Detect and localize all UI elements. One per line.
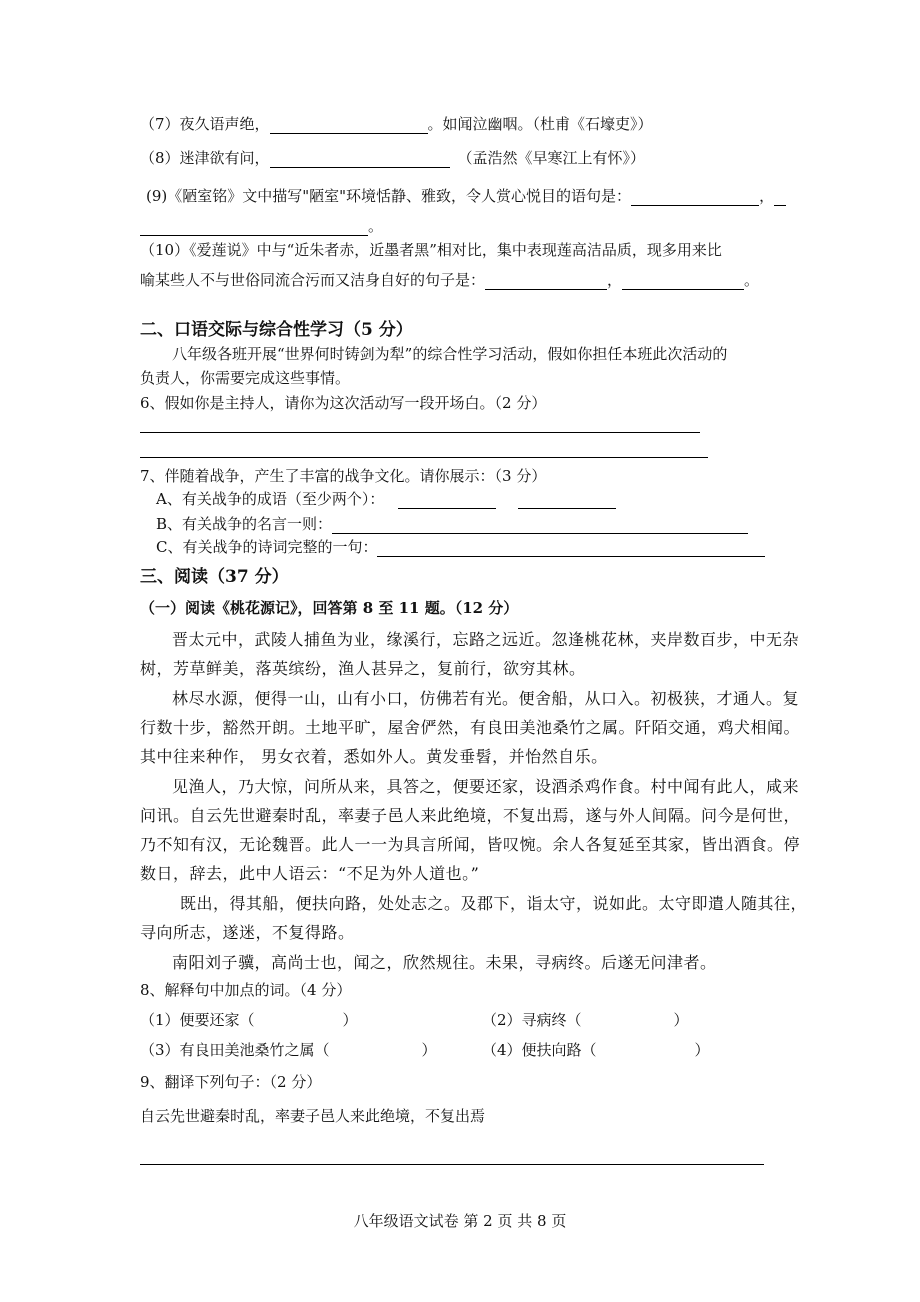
passage-p5-line-1: 南阳刘子骥，高尚士也，闻之，欣然规往。未果，寻病终。后遂无问津者。 [172,953,717,972]
q8-item-2-label: （2）寻病终（ [482,1011,582,1029]
q10-comma: ， [607,271,623,289]
q7b-label: B、有关战争的名言一则： [156,515,333,533]
question-7-line [140,114,653,134]
question-7c-line [156,537,765,557]
page-footer: 八年级语文试卷 第 2 页 共 8 页 [353,1212,567,1230]
q8-prefix: （8）迷津欲有问， [140,149,270,167]
section-3-heading: 三、阅读（37 分） [140,567,289,587]
q8-item-1: （1）便要还家（ ） [140,1011,358,1029]
q6-answer-line-2[interactable] [140,457,708,458]
q10-text-2: 喻某些人不与世俗同流合污而又洁身自好的句子是： [140,271,486,289]
q7-suffix: 。如闻泣幽咽。（杜甫《石壕吏》） [427,115,653,133]
q7a-answer-blank-1[interactable] [398,492,496,509]
q9-text: (9)《陋室铭》文中描写"陋室"环境恬静、雅致，令人赏心悦目的语句是： [146,187,632,205]
q7a-answer-blank-2[interactable] [518,492,616,509]
q9-source-sentence: 自云先世避秦时乱，率妻子邑人来此绝境，不复出焉 [140,1107,486,1125]
q9-end: 。 [368,217,384,235]
q8-item-4-label: （4）便扶向路（ [482,1041,597,1059]
question-10-line-2 [140,270,759,290]
q10-text-1: （10）《爱莲说》中与“近朱者赤，近墨者黑”相对比，集中表现莲高洁品质，现多用来比 [140,241,722,259]
passage-p2-line-2: 行数十步，豁然开朗。土地平旷，屋舍俨然，有良田美池桑竹之属。阡陌交通，鸡犬相闻。 [140,718,801,737]
q7c-answer-blank[interactable] [377,540,765,557]
q6-answer-line-1[interactable] [140,432,700,433]
section-2-intro-2: 负责人，你需要完成这些事情。 [140,369,351,387]
q8-item-2: （2）寻病终（ ） [482,1011,689,1029]
question-8-line [140,148,645,168]
passage-p3-line-3: 乃不知有汉，无论魏晋。此人一一为具言所闻，皆叹惋。余人各复延至其家，皆出酒食。停 [140,835,801,854]
q9-answer-blank-2[interactable] [140,219,368,236]
passage-p2-line-1: 林尽水源，便得一山，山有小口，仿佛若有光。便舍船，从口入。初极狭，才通人。复 [172,689,800,708]
q8-item-3-label: （3）有良田美池桑竹之属（ [140,1041,330,1059]
q7c-label: C、有关战争的诗词完整的一句： [156,538,378,556]
passage-p4-line-2: 寻向所志，遂迷，不复得路。 [140,923,355,942]
question-7-war-culture: 7、伴随着战争，产生了丰富的战争文化。请你展示：（3 分） [140,467,547,485]
question-10-line-1 [140,240,722,260]
q9-comma: ， [759,187,775,205]
q9-answer-blank-1[interactable] [631,189,759,206]
q8-item-3: （3）有良田美池桑竹之属（ ） [140,1041,437,1059]
passage-p1-line-1: 晋太元中，武陵人捕鱼为业，缘溪行，忘路之远近。忽逢桃花林，夹岸数百步，中无杂 [172,630,800,649]
reading-1-heading: （一）阅读《桃花源记》，回答第 8 至 11 题。（12 分） [140,599,519,617]
q9-answer-line[interactable] [140,1164,764,1165]
question-7a-line [156,489,616,509]
section-2-intro-1: 八年级各班开展“世界何时铸剑为犁”的综合性学习活动，假如你担任本班此次活动的 [172,345,728,363]
q10-answer-blank-2[interactable] [622,273,744,290]
q7-answer-blank[interactable] [270,117,428,134]
passage-p2-line-3: 其中往来种作， 男女衣着，悉如外人。黄发垂髫，并怡然自乐。 [140,747,608,766]
q8-item-4: （4）便扶向路（ ） [482,1041,710,1059]
question-6: 6、假如你是主持人，请你为这次活动写一段开场白。（2 分） [140,394,547,412]
question-8-explain: 8、解释句中加点的词。（4 分） [140,981,352,999]
q10-end: 。 [744,271,760,289]
passage-p1-line-2: 树，芳草鲜美，落英缤纷，渔人甚异之，复前行，欲穷其林。 [140,659,586,678]
q7b-answer-blank[interactable] [332,517,748,534]
passage-p3-line-1: 见渔人，乃大惊，问所从来，具答之，便要还家，设酒杀鸡作食。村中闻有此人，咸来 [172,777,800,796]
q7a-label: A、有关战争的成语（至少两个）： [156,490,385,508]
q8-suffix: （孟浩然《早寒江上有怀》） [457,149,646,167]
question-9-line [146,186,786,206]
question-9-translate: 9、翻译下列句子：（2 分） [140,1073,322,1091]
passage-p4-line-1: 既出，得其船，便扶向路，处处志之。及郡下，诣太守，说如此。太守即遣人随其往， [180,894,808,913]
passage-p3-line-4: 数日，辞去，此中人语云：“不足为外人道也。” [140,864,480,883]
section-2-heading: 二、口语交际与综合性学习（5 分） [140,320,413,340]
q8-item-1-label: （1）便要还家（ [140,1011,255,1029]
question-9-line-2 [140,216,383,236]
question-7b-line [156,514,748,534]
passage-p3-line-2: 问讯。自云先世避秦时乱，率妻子邑人来此绝境，不复出焉，遂与外人间隔。问今是何世， [140,806,801,825]
q8-answer-blank[interactable] [270,151,450,168]
q10-answer-blank-1[interactable] [485,273,607,290]
q7-prefix: （7）夜久语声绝， [140,115,270,133]
